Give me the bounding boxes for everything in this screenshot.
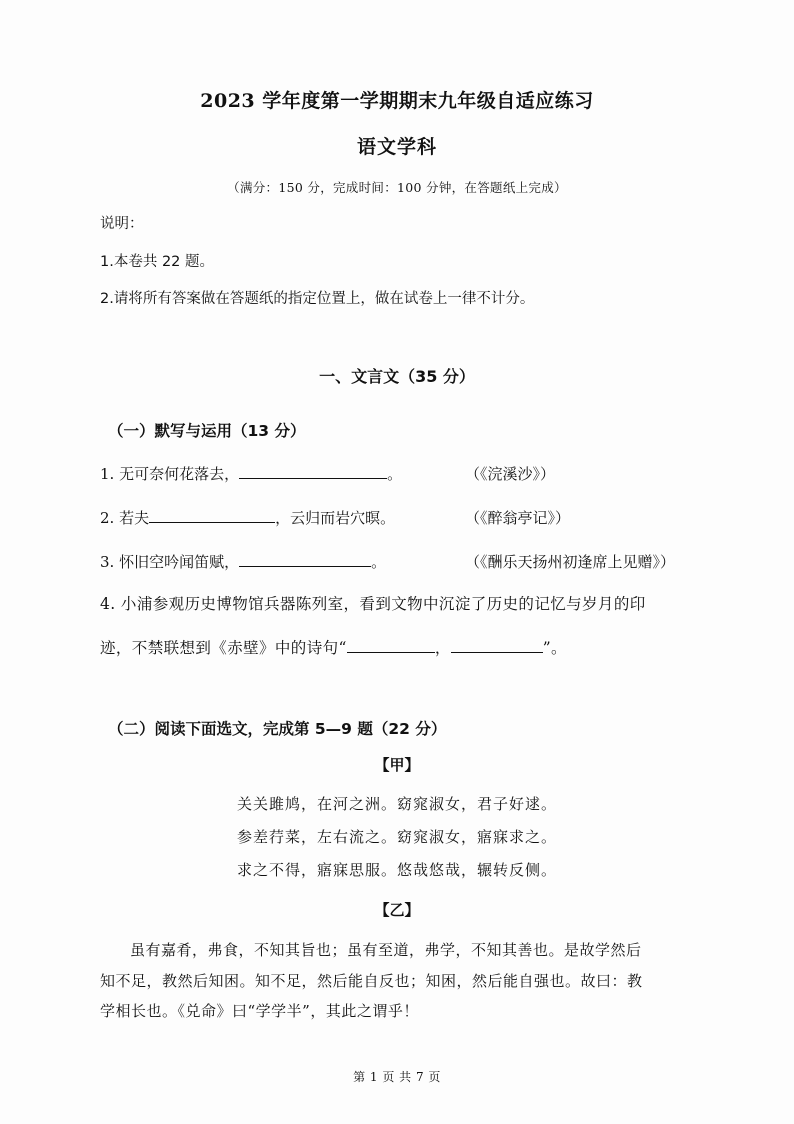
part-heading: （二）阅读下面选文，完成第 5—9 题（22 分） (108, 720, 447, 738)
question-2 (100, 507, 395, 528)
question-4-line: 4. 小浦参观历史博物馆兵器陈列室，看到文物中沉淀了历史的记忆与岁月的印 (100, 595, 646, 613)
poem-line: 参差荇菜，左右流之。窈窕淑女，寤寐求之。 (236, 828, 557, 846)
prose-line: 学相长也。《兑命》曰“学学半”，其此之谓乎！ (100, 1002, 419, 1020)
note-item: 1.本卷共 22 题。 (100, 254, 215, 270)
question-text: 3. 怀旧空吟闻笛赋， (100, 553, 240, 571)
section-heading: 一、文言文（35 分） (319, 367, 475, 386)
passage-label: 【甲】 (374, 756, 420, 774)
question-text: ”。 (542, 639, 567, 657)
question-text: 1. 无可奈何花落去， (100, 465, 240, 483)
exam-meta: （满分：150 分，完成时间：100 分钟，在答题纸上完成） (227, 180, 567, 195)
notes-heading: 说明： (100, 216, 144, 232)
question-1 (100, 463, 402, 484)
part-heading: （一）默写与运用（13 分） (108, 422, 306, 440)
answer-blank (347, 638, 435, 653)
answer-blank (149, 508, 275, 523)
answer-blank (239, 464, 387, 479)
poem-line: 关关雎鸠，在河之洲。窈窕淑女，君子好逑。 (236, 795, 557, 813)
question-text: 迹，不禁联想到《赤壁》中的诗句“ (100, 639, 347, 657)
prose-line: 知不足，教然后知困。知不足，然后能自反也；知困，然后能自强也。故曰：教 (100, 972, 643, 990)
question-source: （《酬乐天扬州初逢席上见赠》） (465, 553, 676, 571)
poem-line: 求之不得，寤寐思服。悠哉悠哉，辗转反侧。 (236, 861, 557, 879)
question-text: ， (434, 639, 451, 657)
question-source: （《浣溪沙》） (465, 465, 556, 483)
subject-title: 语文学科 (356, 136, 437, 158)
question-4-line (100, 636, 567, 658)
question-text: 。 (371, 553, 387, 571)
page-title: 2023 学年度第一学期期末九年级自适应练习 (200, 90, 594, 112)
answer-blank (239, 552, 371, 567)
question-text: 2. 若夫 (100, 509, 150, 527)
answer-blank (451, 638, 543, 653)
note-item: 2.请将所有答案做在答题纸的指定位置上，做在试卷上一律不计分。 (100, 291, 535, 307)
prose-line: 虽有嘉肴，弗食，不知其旨也；虽有至道，弗学，不知其善也。是故学然后 (130, 941, 642, 959)
question-source: （《醉翁亭记》） (465, 509, 571, 527)
page-footer: 第 1 页 共 7 页 (353, 1070, 441, 1084)
question-text: ，云归而岩穴暝。 (275, 509, 396, 527)
passage-label: 【乙】 (374, 901, 420, 919)
question-3 (100, 551, 386, 572)
question-text: 。 (387, 465, 403, 483)
